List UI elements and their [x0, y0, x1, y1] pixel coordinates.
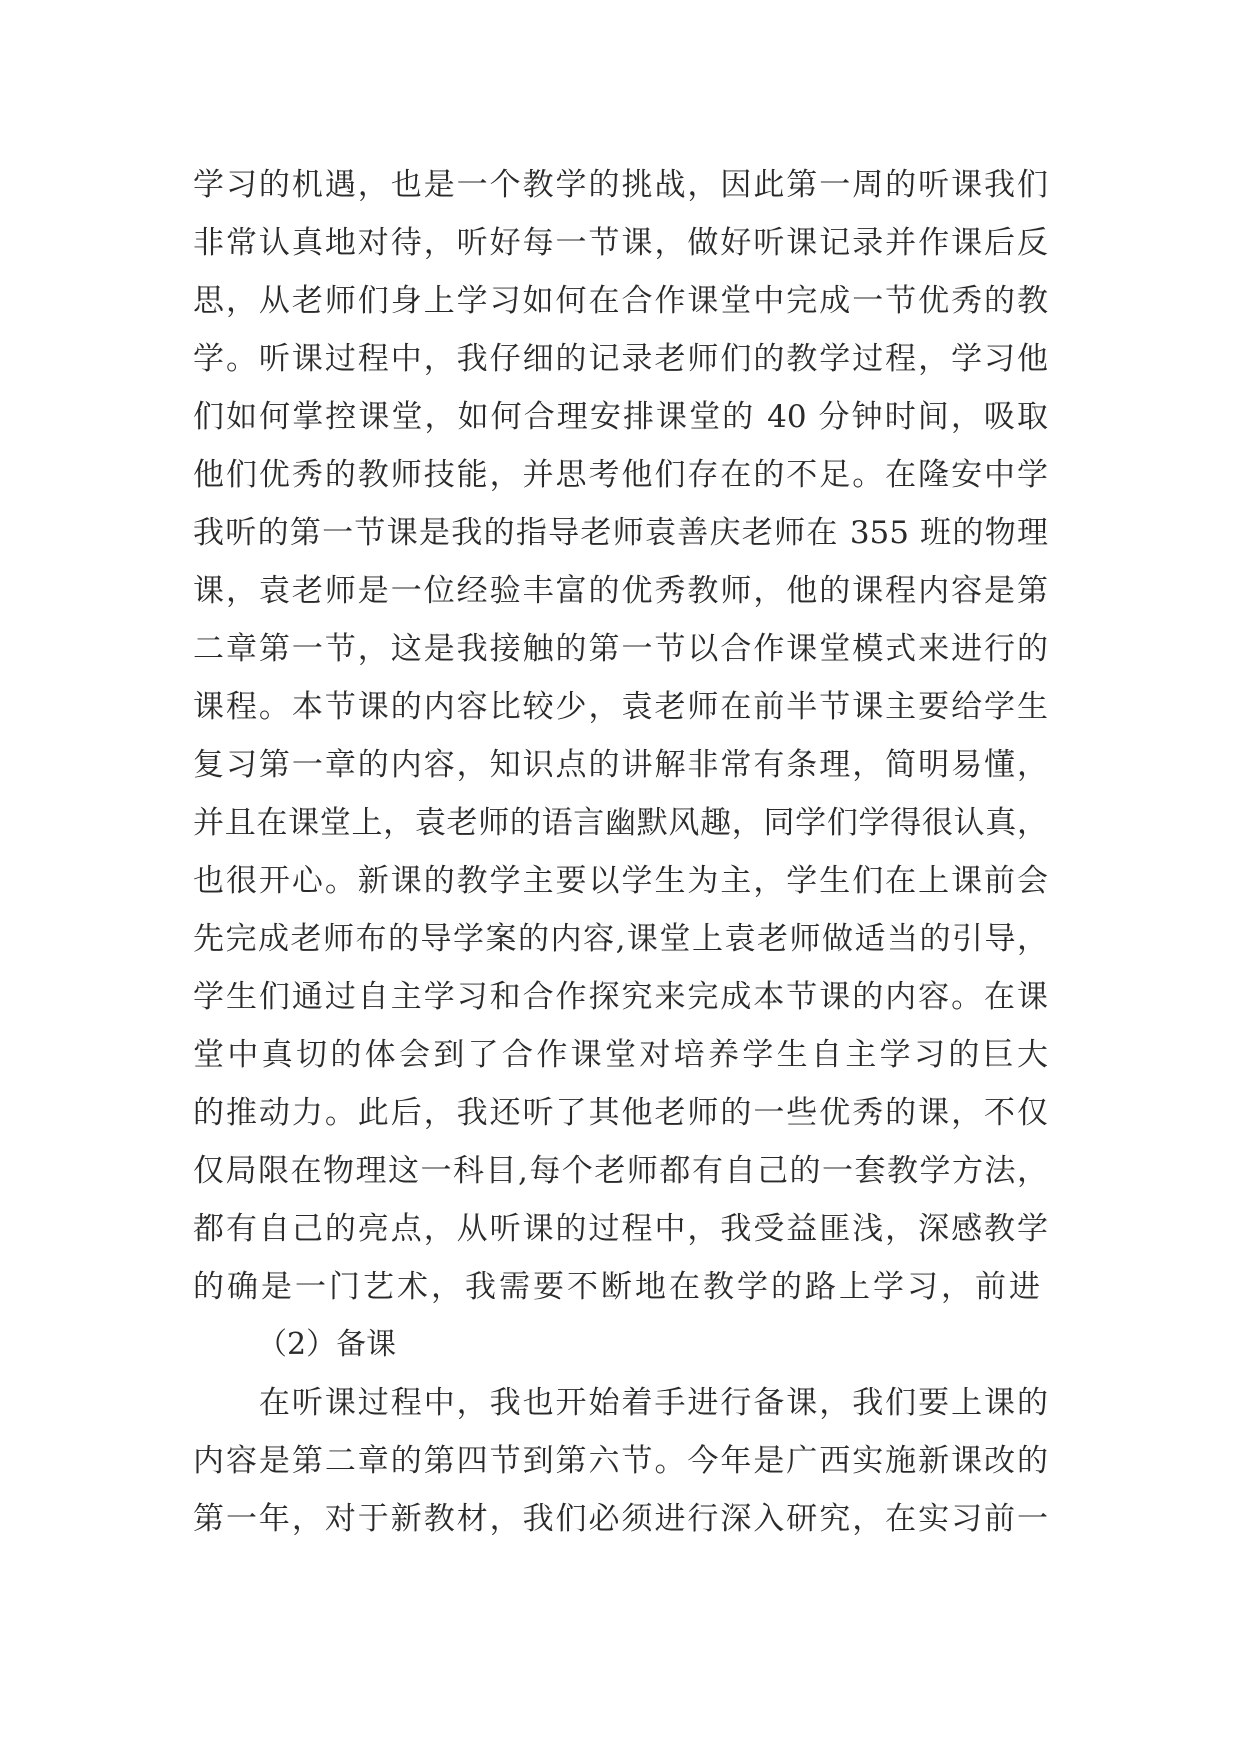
text-line: 学。听课过程中，我仔细的记录老师们的教学过程，学习他: [193, 341, 1048, 377]
text-line: 课程。本节课的内容比较少，袁老师在前半节课主要给学生: [193, 689, 1048, 725]
paragraph-listening: [193, 156, 1048, 1316]
text-line: 复习第一章的内容，知识点的讲解非常有条理，简明易懂，: [193, 747, 1048, 783]
text-line: 在听课过程中，我也开始着手进行备课，我们要上课的: [193, 1385, 1048, 1421]
document-body: [193, 156, 1048, 1548]
text-line: 堂中真切的体会到了合作课堂对培养学生自主学习的巨大: [193, 1037, 1048, 1073]
text-line: 仅局限在物理这一科目,每个老师都有自己的一套教学方法，: [193, 1153, 1048, 1189]
text-line: 内容是第二章的第四节到第六节。今年是广西实施新课改的: [193, 1443, 1048, 1479]
text-line: 并且在课堂上，袁老师的语言幽默风趣，同学们学得很认真，: [193, 805, 1048, 841]
text-line: 我听的第一节课是我的指导老师袁善庆老师在 355 班的物理: [193, 515, 1048, 551]
text-line: 课，袁老师是一位经验丰富的优秀教师，他的课程内容是第: [193, 573, 1048, 609]
text-line: 第一年，对于新教材，我们必须进行深入研究，在实习前一: [193, 1501, 1048, 1537]
text-line: 学生们通过自主学习和合作探究来完成本节课的内容。在课: [193, 979, 1048, 1015]
text-line: 思，从老师们身上学习如何在合作课堂中完成一节优秀的教: [193, 283, 1048, 319]
text-line: 学习的机遇，也是一个教学的挑战，因此第一周的听课我们: [193, 167, 1048, 203]
text-line: 先完成老师布的导学案的内容,课堂上袁老师做适当的引导，: [193, 921, 1048, 957]
text-line: 们如何掌控课堂，如何合理安排课堂的 40 分钟时间，吸取: [193, 399, 1048, 435]
text-line: 的确是一门艺术，我需要不断地在教学的路上学习，前进: [193, 1269, 1043, 1305]
text-line: 的推动力。此后，我还听了其他老师的一些优秀的课，不仅: [193, 1095, 1048, 1131]
section-heading: （2）备课: [257, 1327, 397, 1362]
text-line: 也很开心。新课的教学主要以学生为主，学生们在上课前会: [193, 863, 1048, 899]
text-line: 都有自己的亮点，从听课的过程中，我受益匪浅，深感教学: [193, 1211, 1048, 1247]
text-line: 二章第一节，这是我接触的第一节以合作课堂模式来进行的: [193, 631, 1048, 667]
text-line: 他们优秀的教师技能，并思考他们存在的不足。在隆安中学: [193, 457, 1048, 493]
paragraph-lesson-prep: [193, 1374, 1048, 1548]
text-line: 非常认真地对待，听好每一节课，做好听课记录并作课后反: [193, 225, 1048, 261]
